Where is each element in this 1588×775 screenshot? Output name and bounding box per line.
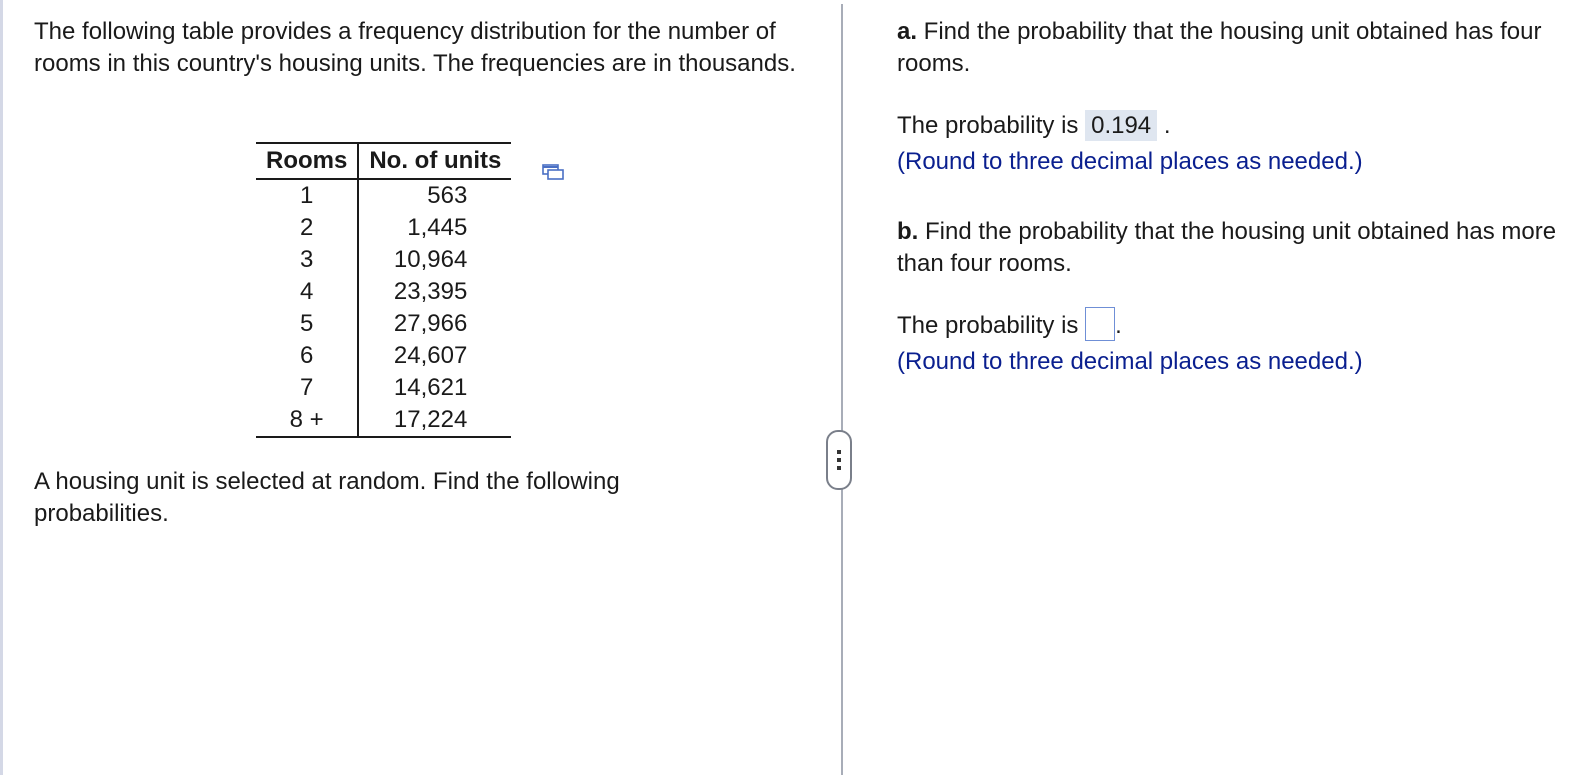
part-a-question: [897, 16, 1577, 80]
part-b-question-text: Find the probability that the housing unit obtained has more than four rooms.: [897, 218, 1557, 277]
pane-divider[interactable]: [841, 4, 843, 775]
part-b-answer-input[interactable]: [1085, 307, 1115, 341]
part-a-hint: (Round to three decimal places as needed.): [897, 148, 1363, 175]
cell-rooms: 3: [256, 244, 358, 276]
cell-rooms: 8 +: [256, 404, 358, 437]
header-units: No. of units: [358, 143, 511, 179]
cell-rooms: 4: [256, 276, 358, 308]
part-a-answer-line: [897, 110, 1577, 142]
part-b-answer-suffix: .: [1115, 312, 1122, 339]
part-a-answer-prefix: The probability is: [897, 112, 1086, 139]
copy-icon[interactable]: [542, 164, 564, 182]
window-left-edge: [0, 0, 3, 775]
table-row: [256, 372, 511, 404]
part-a-question-text: Find the probability that the housing unit obtained has four rooms.: [897, 18, 1542, 77]
cell-rooms: 2: [256, 212, 358, 244]
part-b-hint: (Round to three decimal places as needed.): [897, 348, 1363, 375]
table-row: [256, 340, 511, 372]
table-row: [256, 308, 511, 340]
header-rooms: Rooms: [256, 143, 358, 179]
question-stem-pane: [34, 16, 814, 527]
part-a-label: a.: [897, 18, 918, 45]
cell-rooms: 5: [256, 308, 358, 340]
table-row: [256, 212, 511, 244]
cell-rooms: 1: [256, 179, 358, 212]
cell-units: 10,964: [393, 246, 468, 273]
drag-handle-icon[interactable]: [826, 430, 852, 490]
cell-units: 24,607: [393, 342, 468, 369]
cell-rooms: 7: [256, 372, 358, 404]
cell-units: 1,445: [407, 214, 468, 241]
part-b-question: [897, 216, 1577, 280]
table-row: [256, 179, 511, 212]
part-b-answer-line: [897, 310, 1577, 342]
frequency-table: [256, 142, 511, 438]
cell-units: 17,224: [358, 404, 511, 437]
part-a-answer-field[interactable]: 0.194: [1085, 110, 1157, 141]
table-row: [256, 276, 511, 308]
cell-units: 563: [427, 182, 468, 209]
table-header-row: [256, 143, 511, 179]
frequency-table-container: [256, 142, 511, 438]
part-b-answer-prefix: The probability is: [897, 312, 1086, 339]
outro-text: A housing unit is selected at random. Find the following probabilities.: [34, 468, 620, 527]
answer-pane: [897, 16, 1577, 378]
cell-units: 23,395: [393, 278, 468, 305]
cell-units: 14,621: [393, 374, 468, 401]
table-row: [256, 404, 511, 437]
table-row: [256, 244, 511, 276]
cell-rooms: 6: [256, 340, 358, 372]
part-b-label: b.: [897, 218, 919, 245]
cell-units: 27,966: [393, 310, 468, 337]
intro-text: The following table provides a frequency distribution for the number of rooms in this country's housing units. The frequencies are in thousands.: [34, 18, 796, 77]
part-a-answer-suffix: .: [1157, 112, 1171, 139]
